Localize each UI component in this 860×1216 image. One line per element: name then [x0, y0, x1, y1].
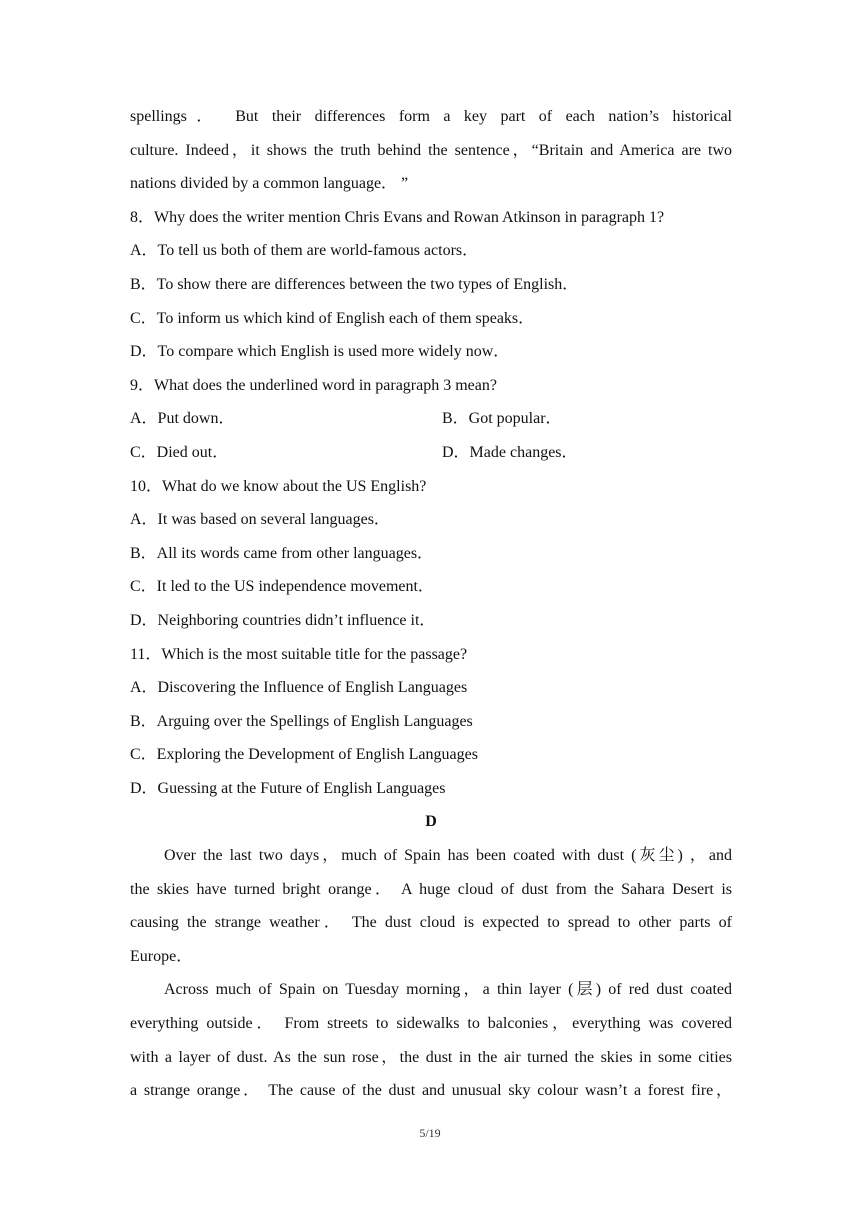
- option-a: A．It was based on several languages．: [130, 511, 390, 529]
- option-d: D．Made changes．: [442, 443, 578, 461]
- question-stem: 8．Why does the writer mention Chris Evans and Rowan Atkinson in paragraph 1?: [130, 208, 665, 226]
- option-b: B．All its words came from other languages．: [130, 544, 434, 562]
- passage-line: culture. Indeed，it shows the truth behind the sentence，“Britain and America are two: [130, 141, 732, 159]
- question-stem: 11．Which is the most suitable title for the passage?: [130, 645, 468, 663]
- passage-line: nations divided by a common language． ”: [130, 175, 409, 193]
- question-10: [130, 470, 732, 638]
- option-a: A．Discovering the Influence of English Languages: [130, 679, 468, 697]
- passage-line: everything outside． From streets to sidewalks to balconies，everything was covered: [130, 1015, 732, 1033]
- passage-d-paragraph-2: [130, 973, 732, 1107]
- question-9: [130, 369, 732, 470]
- question-8: [130, 201, 732, 369]
- question-stem: 10．What do we know about the US English?: [130, 477, 427, 495]
- page-number: 5/19: [419, 1126, 441, 1140]
- option-d: D．To compare which English is used more widely now．: [130, 343, 510, 361]
- option-d: D．Guessing at the Future of English Languages: [130, 779, 446, 797]
- document-page: [130, 100, 732, 1108]
- passage-line: Europe．: [130, 947, 193, 965]
- question-11: [130, 638, 732, 806]
- passage-c-ending: [130, 100, 732, 201]
- options-row: [130, 402, 732, 436]
- passage-line: Over the last two days，much of Spain has been coated with dust (灰尘) ，and: [164, 847, 732, 865]
- passage-line: spellings． But their differences form a key part of each nation’s historical: [130, 108, 732, 125]
- option-c: C．To inform us which kind of English each of them speaks．: [130, 309, 535, 327]
- option-c: C．Died out．: [130, 443, 229, 461]
- passage-line: causing the strange weather． The dust cloud is expected to spread to other parts of: [130, 914, 732, 932]
- option-c: C．It led to the US independence movement．: [130, 578, 434, 596]
- option-b: B．Arguing over the Spellings of English Languages: [130, 712, 473, 730]
- passage-line: the skies have turned bright orange． A huge cloud of dust from the Sahara Desert is: [130, 880, 732, 898]
- options-row: [130, 436, 732, 470]
- passage-line: a strange orange． The cause of the dust and unusual sky colour wasn’t a forest fire，: [130, 1082, 732, 1100]
- option-a: A．Put down．: [130, 410, 235, 428]
- passage-line: with a layer of dust. As the sun rose，the dust in the air turned the skies in some cities: [130, 1048, 732, 1066]
- passage-d-paragraph-1: [130, 839, 732, 973]
- option-d: D．Neighboring countries didn’t influence it．: [130, 611, 436, 629]
- option-c: C．Exploring the Development of English Languages: [130, 746, 478, 764]
- passage-line: Across much of Spain on Tuesday morning，a thin layer (层) of red dust coated: [164, 981, 732, 999]
- option-a: A．To tell us both of them are world-famous actors．: [130, 242, 479, 260]
- section-heading: D: [425, 813, 437, 831]
- question-stem: 9．What does the underlined word in paragraph 3 mean?: [130, 376, 497, 394]
- option-b: B．Got popular．: [442, 410, 562, 428]
- option-b: B．To show there are differences between the two types of English．: [130, 275, 579, 293]
